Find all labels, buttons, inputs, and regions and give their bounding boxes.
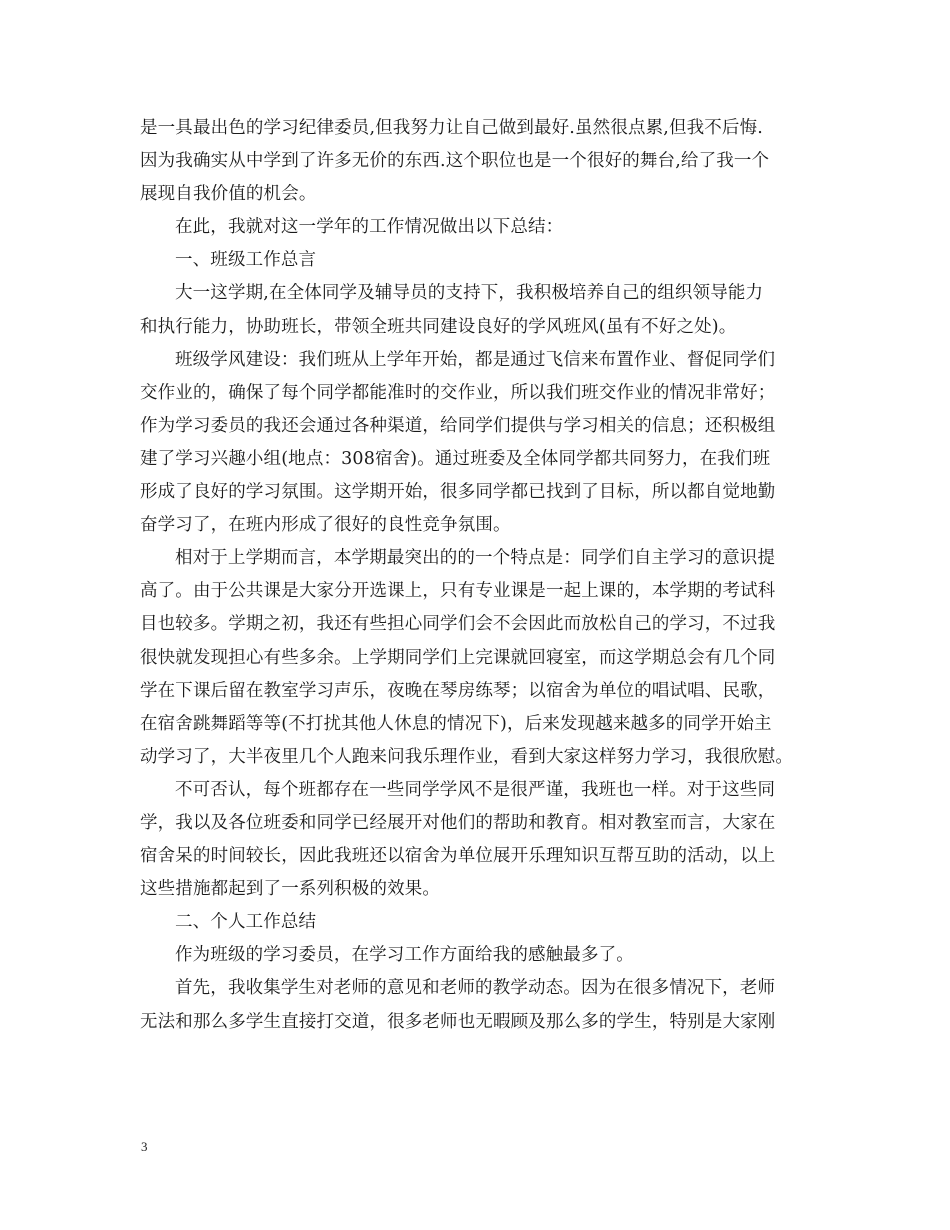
- text-line: 是一具最出色的学习纪律委员,但我努力让自己做到最好.虽然很点累,但我不后悔.: [140, 118, 763, 138]
- text-line: 宿舍呆的时间较长，因此我班还以宿舍为单位展开乐理知识互帮互助的活动，以上: [140, 846, 776, 867]
- text-line: 高了。由于公共课是大家分开选课上，只有专业课是一起上课的，本学期的考试科: [140, 581, 776, 602]
- text-line: 不可否认，每个班都存在一些同学学风不是很严谨，我班也一样。对于这些同: [175, 779, 776, 800]
- text-line: 学，我以及各位班委和同学已经展开对他们的帮助和教育。相对教室而言，大家在: [140, 812, 776, 833]
- text-line: 作为班级的学习委员，在学习工作方面给我的感触最多了。: [175, 945, 634, 966]
- text-line: 在此，我就对这一学年的工作情况做出以下总结：: [175, 217, 564, 238]
- text-line: 一、班级工作总言: [175, 250, 317, 271]
- text-line: 大一这学期,在全体同学及辅导员的支持下，我积极培养自己的组织领导能力: [175, 283, 764, 304]
- text-line: 这些措施都起到了一系列积极的效果。: [140, 879, 441, 900]
- text-line: 建了学习兴趣小组(地点：308宿舍)。通过班委及全体同学都共同努力，在我们班: [140, 448, 771, 469]
- text-line: 因为我确实从中学到了许多无价的东西.这个职位也是一个很好的舞台,给了我一个: [140, 151, 770, 172]
- text-line: 展现自我价值的机会。: [140, 184, 317, 205]
- text-line: 在宿舍跳舞蹈等等(不打扰其他人休息的情况下)，后来发现越来越多的同学开始主: [140, 713, 772, 734]
- text-line: 交作业的，确保了每个同学都能准时的交作业，所以我们班交作业的情况非常好；: [140, 382, 776, 403]
- page-number: 3: [141, 1139, 148, 1154]
- text-line: 班级学风建设：我们班从上学年开始，都是通过飞信来布置作业、督促同学们: [175, 349, 776, 370]
- text-line: 相对于上学期而言，本学期最突出的的一个特点是：同学们自主学习的意识提: [175, 548, 776, 569]
- text-line: 和执行能力，协助班长，带领全班共同建设良好的学风班风(虽有不好之处)。: [140, 316, 737, 337]
- text-line: 很快就发现担心有些多余。上学期同学们上完课就回寝室，而这学期总会有几个同: [140, 647, 776, 668]
- text-line: 二、个人工作总结: [175, 912, 317, 933]
- text-line: 首先，我收集学生对老师的意见和老师的教学动态。因为在很多情况下，老师: [175, 978, 776, 999]
- text-line: 作为学习委员的我还会通过各种渠道，给同学们提供与学习相关的信息；还积极组: [140, 415, 776, 436]
- text-line: 动学习了，大半夜里几个人跑来问我乐理作业，看到大家这样努力学习，我很欣慰。: [140, 746, 794, 767]
- text-line: 形成了良好的学习氛围。这学期开始，很多同学都已找到了目标，所以都自觉地勤: [140, 482, 776, 503]
- text-line: 奋学习了，在班内形成了很好的良性竞争氛围。: [140, 515, 511, 536]
- text-line: 学在下课后留在教室学习声乐，夜晚在琴房练琴；以宿舍为单位的唱试唱、民歌，: [140, 680, 776, 701]
- text-line: 无法和那么多学生直接打交道，很多老师也无暇顾及那么多的学生，特别是大家刚: [140, 1011, 776, 1032]
- text-line: 目也较多。学期之初，我还有些担心同学们会不会因此而放松自己的学习，不过我: [140, 614, 776, 635]
- document-body: [140, 112, 812, 1039]
